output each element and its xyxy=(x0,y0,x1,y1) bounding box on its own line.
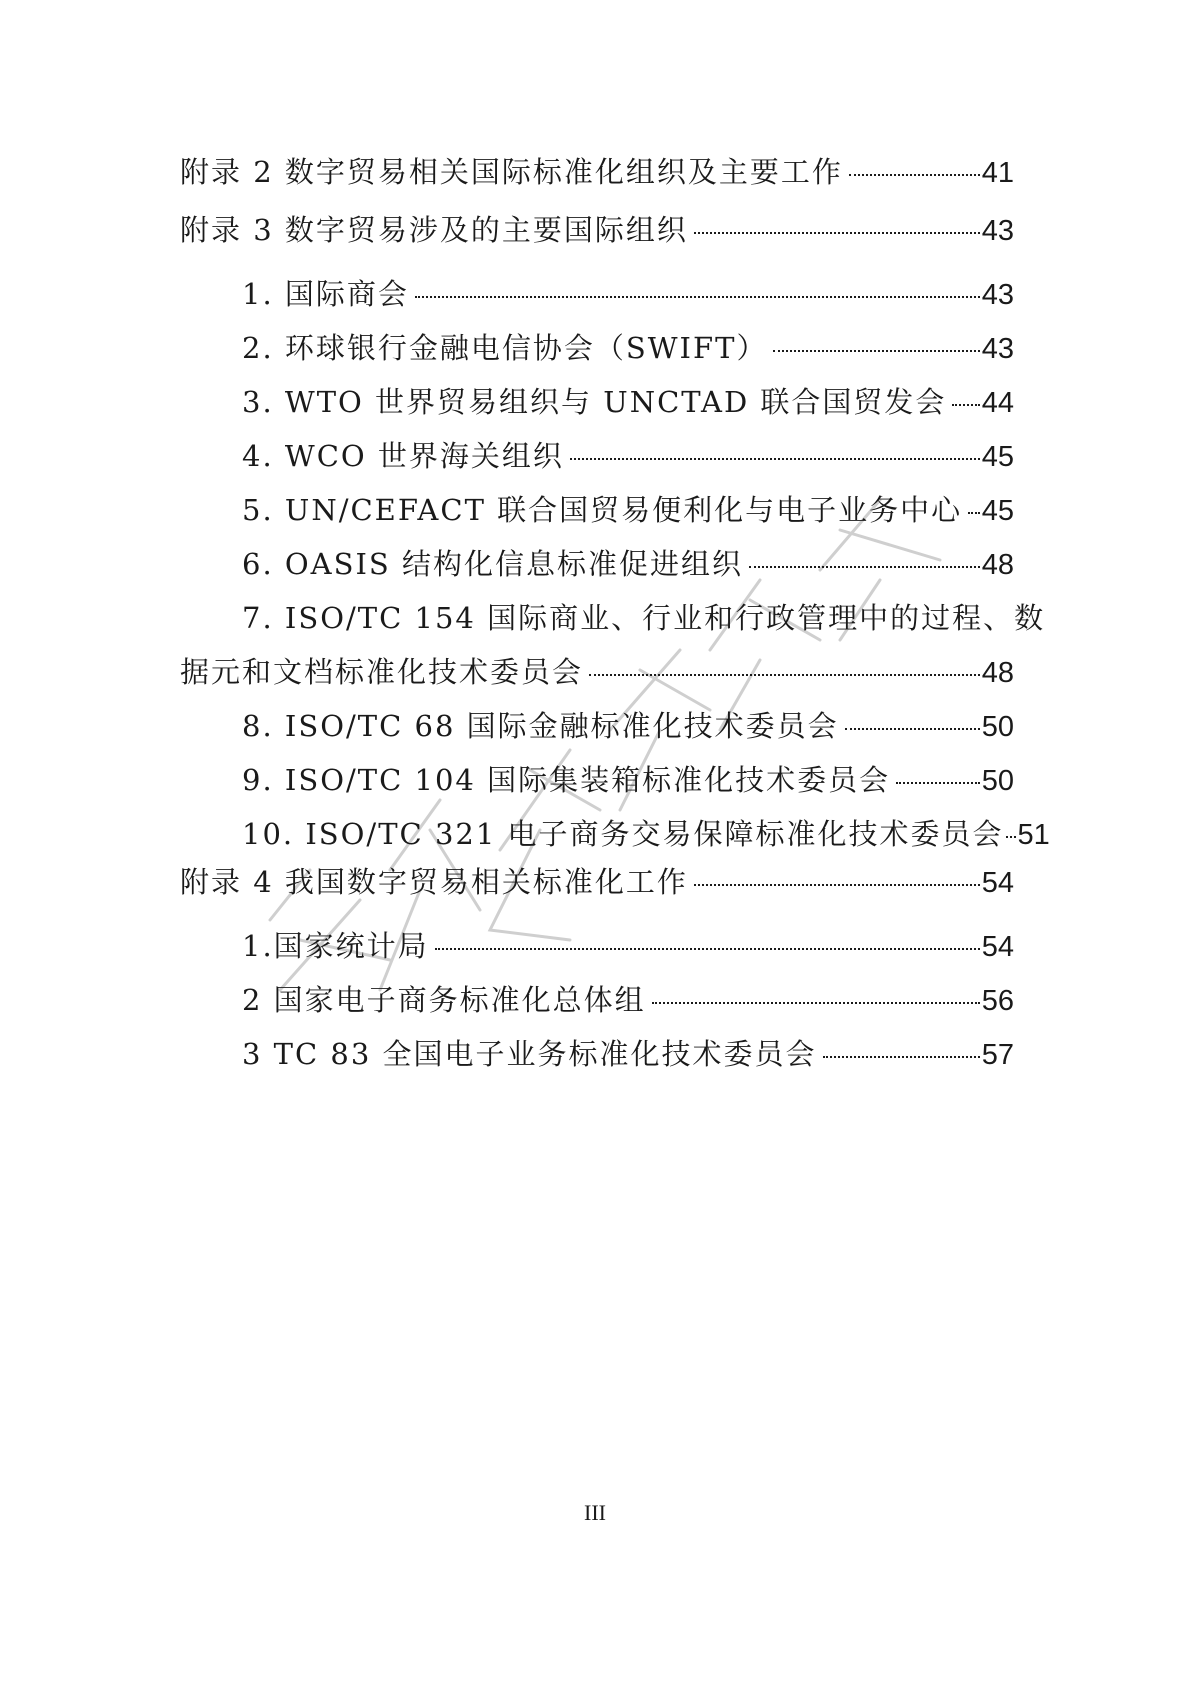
toc-entry-label: 附录 4 我国数字贸易相关标准化工作 xyxy=(180,865,688,899)
toc-entry-page: 45 xyxy=(981,441,1014,473)
toc-entry[interactable] xyxy=(180,978,1014,1022)
toc-entry[interactable] xyxy=(180,704,1014,748)
toc-entry-page: 44 xyxy=(981,387,1014,419)
toc-entry-page: 41 xyxy=(981,157,1014,189)
dot-leader xyxy=(589,674,980,676)
toc-entry-label: 10. ISO/TC 321 电子商务交易保障标准化技术委员会 xyxy=(242,817,1004,851)
toc-entry-page: 51 xyxy=(1017,819,1050,851)
toc-entry-page: 43 xyxy=(981,279,1014,311)
toc-entry-page: 57 xyxy=(981,1039,1014,1071)
toc-entry[interactable] xyxy=(180,272,1014,316)
toc-entry[interactable] xyxy=(180,1032,1014,1076)
toc-entry-page: 45 xyxy=(981,495,1014,527)
toc-entry-page: 43 xyxy=(981,333,1014,365)
toc-entry[interactable] xyxy=(180,434,1014,478)
toc-entry-wrap-line: 7. ISO/TC 154 国际商业、行业和行政管理中的过程、数 xyxy=(242,601,1046,635)
toc-entry-page: 48 xyxy=(981,549,1014,581)
toc-entry-label: 6. OASIS 结构化信息标准促进组织 xyxy=(242,547,744,581)
dot-leader xyxy=(773,350,979,352)
toc-entry-appendix-3[interactable] xyxy=(180,208,1014,252)
toc-entry-label: 据元和文档标准化技术委员会 xyxy=(180,655,584,689)
toc-entry-label: 5. UN/CEFACT 联合国贸易便利化与电子业务中心 xyxy=(242,493,963,527)
dot-leader xyxy=(652,1002,980,1004)
toc-entry[interactable] xyxy=(180,326,1014,370)
toc-entry-appendix-2[interactable] xyxy=(180,150,1014,194)
dot-leader xyxy=(845,728,980,730)
toc-entry-page: 54 xyxy=(981,931,1014,963)
dot-leader xyxy=(823,1056,980,1058)
dot-leader xyxy=(749,566,980,568)
table-of-contents xyxy=(180,150,1050,1076)
dot-leader xyxy=(694,232,980,234)
toc-entry-label: 8. ISO/TC 68 国际金融标准化技术委员会 xyxy=(242,709,839,743)
dot-leader xyxy=(435,948,980,950)
toc-entry-page: 48 xyxy=(981,657,1014,689)
toc-entry[interactable] xyxy=(180,542,1014,586)
toc-entry-label: 附录 2 数字贸易相关国际标准化组织及主要工作 xyxy=(180,155,843,189)
dot-leader xyxy=(968,512,980,514)
toc-entry[interactable] xyxy=(180,924,1014,968)
toc-entry-page: 50 xyxy=(981,711,1014,743)
toc-entry-label: 3. WTO 世界贸易组织与 UNCTAD 联合国贸发会 xyxy=(242,385,947,419)
toc-entry[interactable] xyxy=(180,650,1014,694)
toc-entry[interactable] xyxy=(180,488,1014,532)
toc-entry-label: 9. ISO/TC 104 国际集装箱标准化技术委员会 xyxy=(242,763,891,797)
page-number: III xyxy=(584,1500,606,1525)
toc-entry-page: 43 xyxy=(981,215,1014,247)
toc-entry-label: 1. 国际商会 xyxy=(242,277,409,311)
toc-entry[interactable] xyxy=(180,380,1014,424)
toc-entry-appendix-4[interactable] xyxy=(180,860,1014,904)
toc-entry-page: 50 xyxy=(981,765,1014,797)
toc-entry-label: 1.国家统计局 xyxy=(242,929,429,963)
toc-entry[interactable] xyxy=(180,812,1050,856)
toc-entry-label: 2. 环球银行金融电信协会（SWIFT） xyxy=(242,331,768,365)
toc-entry-label: 附录 3 数字贸易涉及的主要国际组织 xyxy=(180,213,688,247)
dot-leader xyxy=(952,404,979,406)
toc-entry-label: 3 TC 83 全国电子业务标准化技术委员会 xyxy=(242,1037,817,1071)
dot-leader xyxy=(415,296,980,298)
toc-entry-label: 2 国家电子商务标准化总体组 xyxy=(242,983,646,1017)
dot-leader xyxy=(694,884,980,886)
toc-entry-label: 4. WCO 世界海关组织 xyxy=(242,439,564,473)
dot-leader xyxy=(849,174,980,176)
toc-entry-page: 54 xyxy=(981,867,1014,899)
toc-entry[interactable] xyxy=(180,758,1014,802)
dot-leader xyxy=(1006,836,1016,838)
dot-leader xyxy=(896,782,980,784)
dot-leader xyxy=(570,458,980,460)
toc-entry-page: 56 xyxy=(981,985,1014,1017)
